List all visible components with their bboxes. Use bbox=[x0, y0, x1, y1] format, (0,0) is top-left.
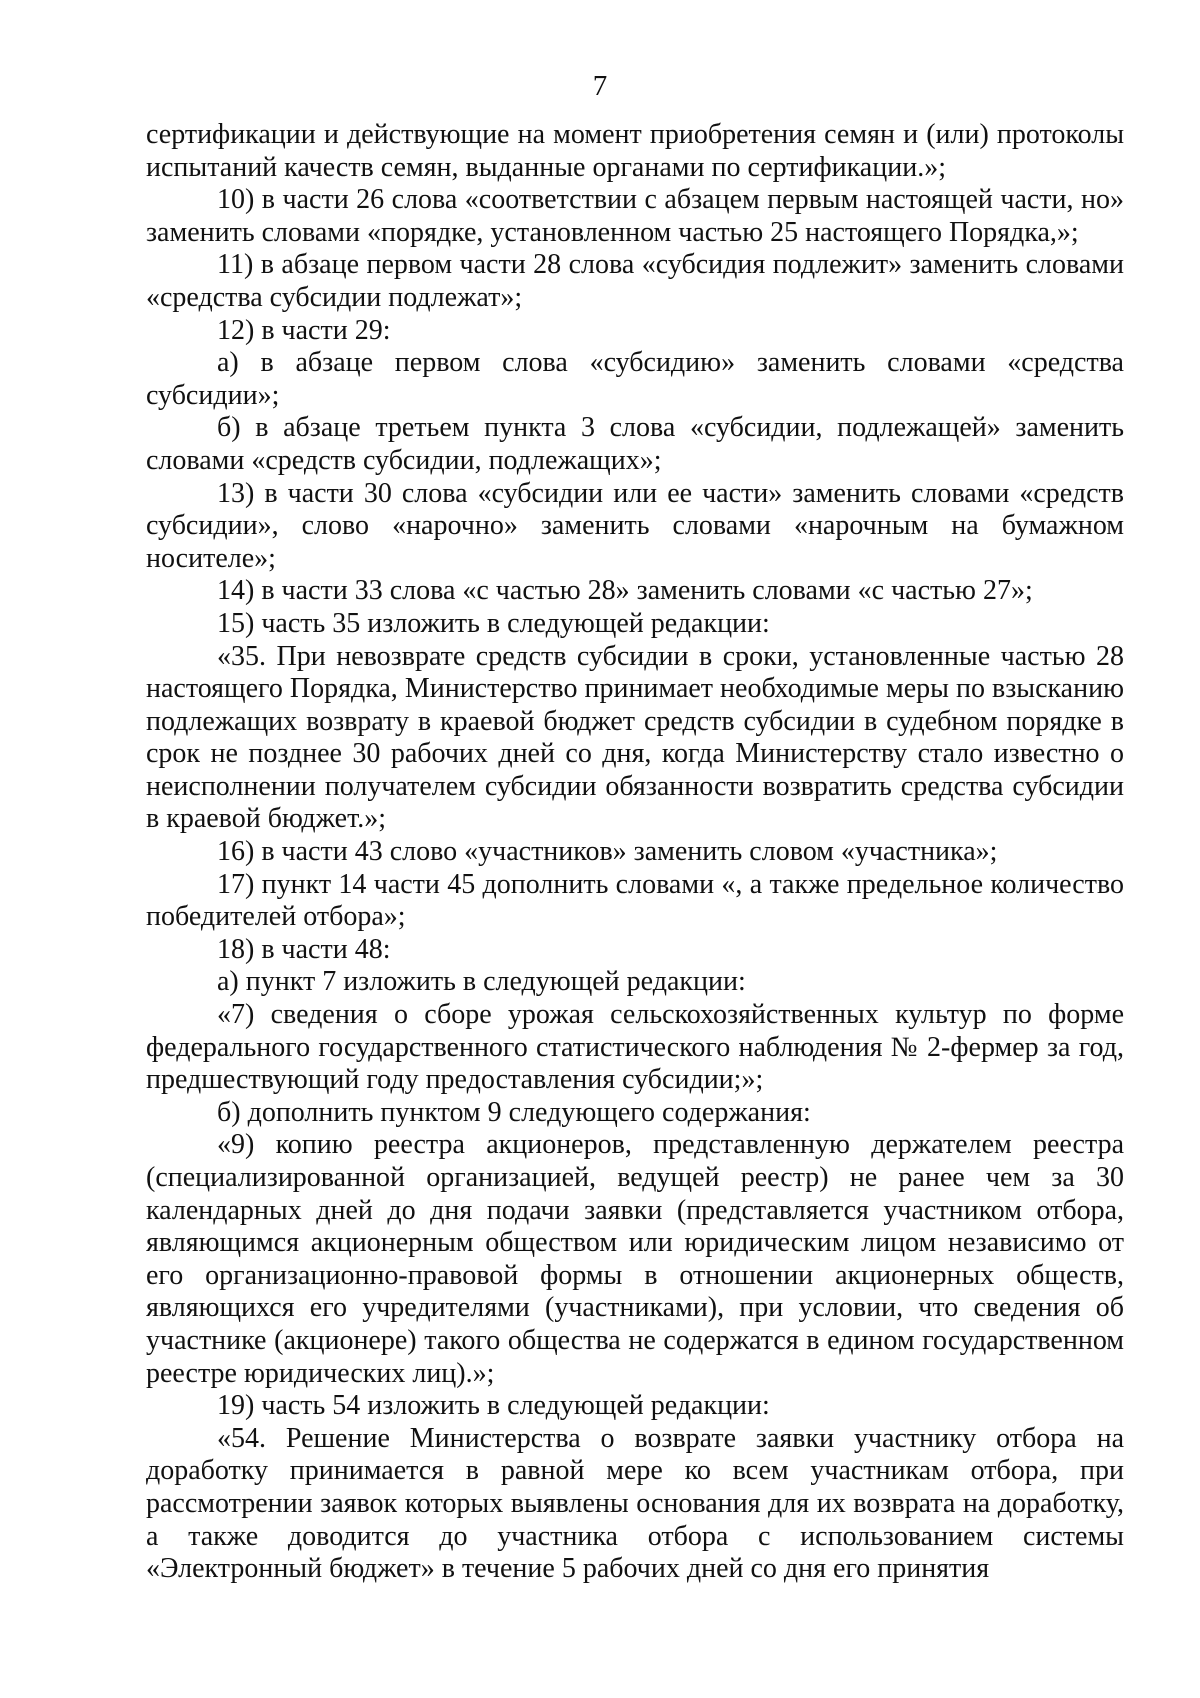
paragraph: а) пункт 7 изложить в следующей редакции: bbox=[217, 966, 746, 998]
paragraph: 17) пункт 14 части 45 дополнить словами «, а также предельное количество победителей отбора»; bbox=[146, 868, 1124, 933]
document-body bbox=[146, 119, 1124, 1586]
paragraph: 19) часть 54 изложить в следующей редакции: bbox=[217, 1390, 770, 1422]
paragraph: сертификации и действующие на момент приобретения семян и (или) протоколы испытаний качеств семян, выданные органами по сертификации.»; bbox=[146, 119, 1124, 183]
paragraph: 10) в части 26 слова «соответствии с абзацем первым настоящей части, но» заменить словами «порядке, установленном частью 25 настоящего Порядка,»; bbox=[146, 184, 1124, 248]
paragraph: б) в абзаце третьем пункта 3 слова «субсидии, подлежащей» заменить словами «средств субсидии, подлежащих»; bbox=[146, 412, 1124, 476]
paragraph: «7) сведения о сборе урожая сельскохозяйственных культур по форме федерального государственного статистического наблюдения № 2-фермер за год, предшествующий году предоставления субсидии;»; bbox=[146, 999, 1124, 1096]
paragraph: «54. Решение Министерства о возврате заявки участнику отбора на доработку принимается в равной мере ко всем участникам отбора, при рассмотрении заявок которых выявлены основания для их возврата на доработку, а также доводится до участника отбора с использованием системы «Электронный бюджет» в течение 5 рабочих дней со дня его принятия bbox=[146, 1422, 1124, 1585]
paragraph: «35. При невозврате средств субсидии в сроки, установленные частью 28 настоящего Порядка, Министерство принимает необходимые меры по взысканию подлежащих возврату в краевой бюджет средств субсидии в судебном порядке в срок не позднее 30 рабочих дней со дня, когда Министерству стало известно о неисполнении получателем субсидии обязанности возвратить средства субсидии в краевой бюджет.»; bbox=[146, 640, 1124, 835]
paragraph: а) в абзаце первом слова «субсидию» заменить словами «средства субсидии»; bbox=[146, 347, 1124, 411]
paragraph: 18) в части 48: bbox=[217, 933, 391, 965]
paragraph: 15) часть 35 изложить в следующей редакции: bbox=[217, 607, 770, 639]
paragraph: 16) в части 43 слово «участников» заменить словом «участника»; bbox=[217, 836, 998, 868]
paragraph: «9) копию реестра акционеров, представленную держателем реестра (специализированной организацией, ведущей реестр) не ранее чем за 30 календарных дней до дня подачи заявки (представляется участником отбора, являющимся акционерным обществом или юридическим лицом независимо от его организационно-правовой формы в отношении акционерных обществ, являющихся его учредителями (участниками), при условии, что сведения об участнике (акционере) такого общества не содержатся в едином государственном реестре юридических лиц).»; bbox=[146, 1129, 1124, 1389]
page-number: 7 bbox=[592, 70, 608, 102]
paragraph: б) дополнить пунктом 9 следующего содержания: bbox=[217, 1096, 811, 1128]
paragraph: 12) в части 29: bbox=[217, 314, 391, 346]
paragraph: 13) в части 30 слова «субсидии или ее части» заменить словами «средств субсидии», слово «нарочно» заменить словами «нарочным на бумажном носителе»; bbox=[146, 477, 1124, 574]
paragraph: 14) в части 33 слова «с частью 28» заменить словами «с частью 27»; bbox=[217, 575, 1033, 607]
paragraph: 11) в абзаце первом части 28 слова «субсидия подлежит» заменить словами «средства субсидии подлежат»; bbox=[146, 249, 1124, 313]
